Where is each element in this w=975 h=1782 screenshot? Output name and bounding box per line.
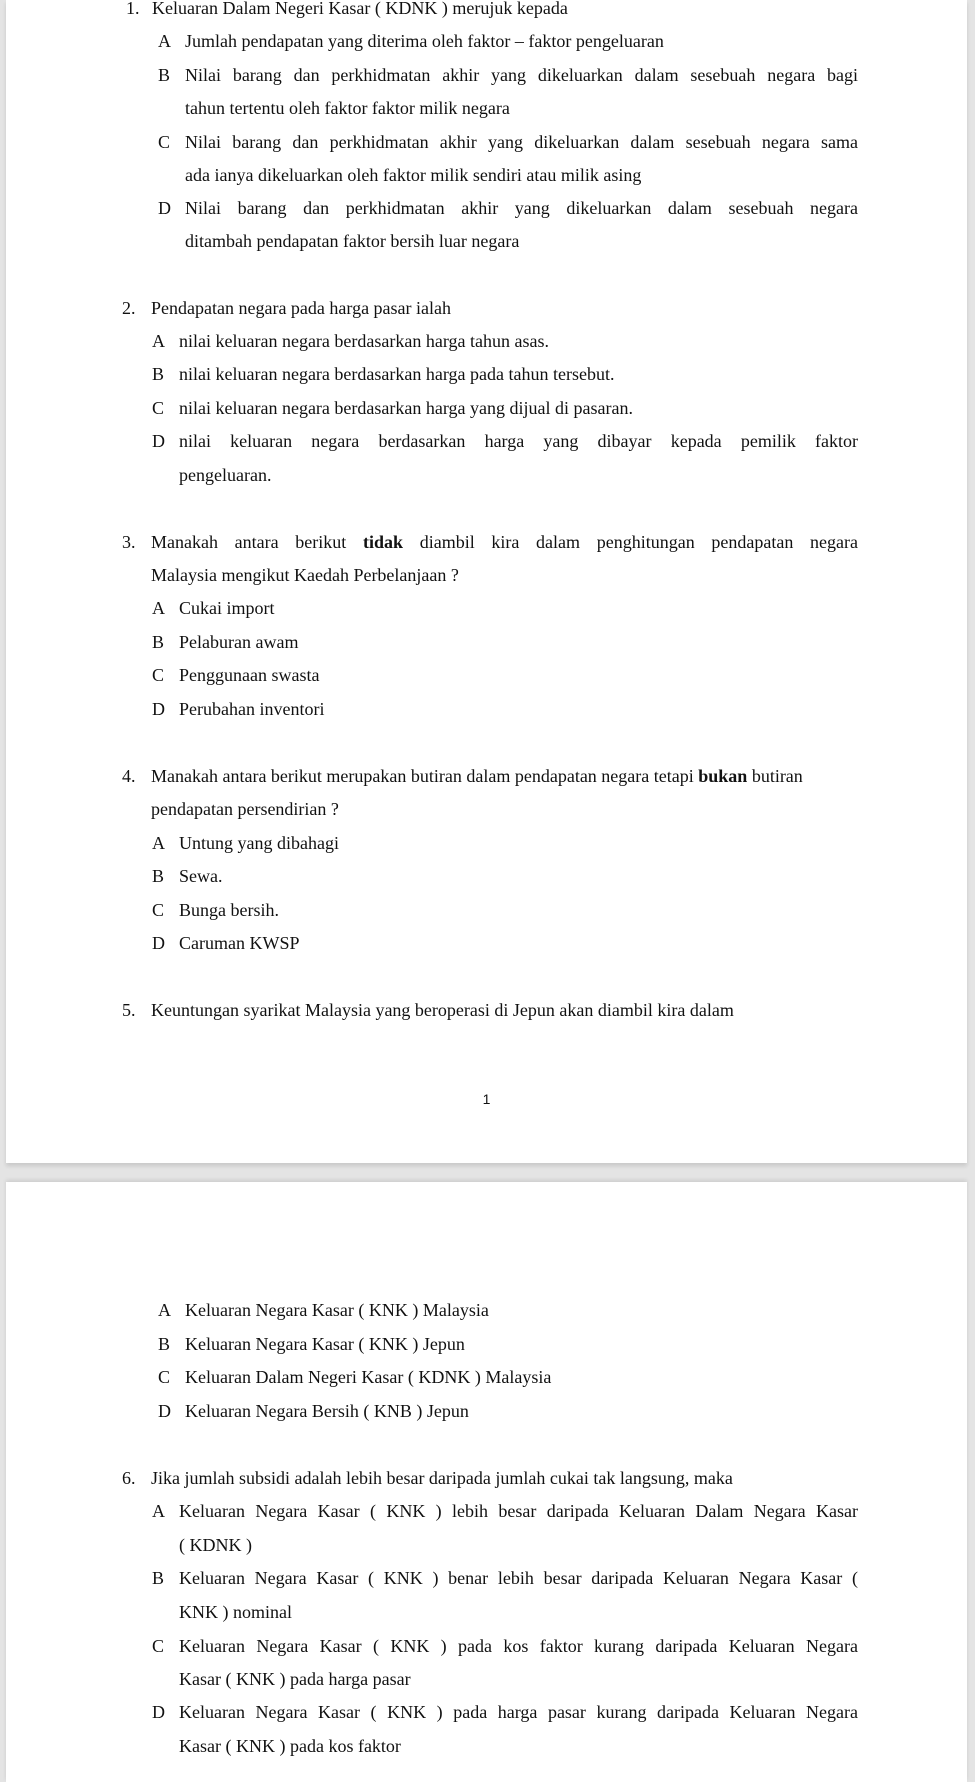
option-text: Keluaran Negara Kasar ( KNK ) pada harga pasar kurang daripada Keluaran Negara xyxy=(179,1702,858,1722)
option-letter: B xyxy=(152,364,165,384)
option-letter: D xyxy=(152,699,165,719)
option-letter: B xyxy=(152,866,165,886)
option-letter: D xyxy=(158,198,171,218)
question-number: 2. xyxy=(122,298,136,318)
option-text-cont: ( KDNK ) xyxy=(179,1535,252,1555)
option-text: Keluaran Negara Kasar ( KNK ) lebih besar daripada Keluaran Dalam Negara Kasar xyxy=(179,1501,858,1521)
option-letter: A xyxy=(152,1501,165,1521)
option-text: Keluaran Negara Kasar ( KNK ) benar lebih besar daripada Keluaran Negara Kasar ( xyxy=(179,1568,858,1588)
page-1 xyxy=(6,0,967,1163)
option-text: Nilai barang dan perkhidmatan akhir yang dikeluarkan dalam sesebuah negara bagi xyxy=(185,65,858,85)
question-stem: Keluaran Dalam Negeri Kasar ( KDNK ) merujuk kepada xyxy=(152,0,568,18)
option-text: nilai keluaran negara berdasarkan harga yang dijual di pasaran. xyxy=(179,398,633,418)
option-text-cont: pengeluaran. xyxy=(179,465,272,485)
option-text: Keluaran Negara Kasar ( KNK ) Malaysia xyxy=(185,1300,489,1320)
option-text: nilai keluaran negara berdasarkan harga yang dibayar kepada pemilik faktor xyxy=(179,431,858,451)
option-text: Nilai barang dan perkhidmatan akhir yang dikeluarkan dalam sesebuah negara sama xyxy=(185,132,858,152)
option-letter: D xyxy=(152,1702,165,1722)
page-number: 1 xyxy=(482,1091,491,1107)
option-text: Jumlah pendapatan yang diterima oleh faktor – faktor pengeluaran xyxy=(185,31,664,51)
option-text: nilai keluaran negara berdasarkan harga pada tahun tersebut. xyxy=(179,364,615,384)
option-letter: A xyxy=(158,1300,171,1320)
option-letter: B xyxy=(158,65,171,85)
question-stem-cont: Malaysia mengikut Kaedah Perbelanjaan ? xyxy=(151,565,459,585)
option-text: Perubahan inventori xyxy=(179,699,325,719)
option-text: nilai keluaran negara berdasarkan harga tahun asas. xyxy=(179,331,549,351)
question-number: 5. xyxy=(122,1000,136,1020)
option-letter: A xyxy=(152,331,165,351)
question-stem: Manakah antara berikut merupakan butiran dalam pendapatan negara tetapi bukan butiran xyxy=(151,766,803,786)
question-number: 1. xyxy=(126,0,140,18)
question-stem: Manakah antara berikut tidak diambil kira dalam penghitungan pendapatan negara xyxy=(151,532,858,552)
option-text: Keluaran Negara Kasar ( KNK ) Jepun xyxy=(185,1334,465,1354)
option-letter: C xyxy=(152,900,165,920)
option-letter: A xyxy=(152,598,165,618)
option-text: Bunga bersih. xyxy=(179,900,279,920)
option-text-cont: ada ianya dikeluarkan oleh faktor milik sendiri atau milik asing xyxy=(185,165,642,185)
option-letter: C xyxy=(158,1367,171,1387)
option-letter: C xyxy=(152,398,165,418)
option-letter: B xyxy=(152,632,165,652)
option-letter: D xyxy=(152,933,165,953)
question-number: 3. xyxy=(122,532,136,552)
question-stem: Pendapatan negara pada harga pasar ialah xyxy=(151,298,452,318)
emphasis-word: tidak xyxy=(362,532,404,552)
question-stem: Jika jumlah subsidi adalah lebih besar daripada jumlah cukai tak langsung, maka xyxy=(151,1468,733,1488)
option-letter: D xyxy=(152,431,165,451)
option-text: Nilai barang dan perkhidmatan akhir yang dikeluarkan dalam sesebuah negara xyxy=(185,198,858,218)
option-letter: C xyxy=(152,665,165,685)
option-text: Untung yang dibahagi xyxy=(179,833,339,853)
option-letter: D xyxy=(158,1401,171,1421)
option-text-cont: tahun tertentu oleh faktor faktor milik negara xyxy=(185,98,510,118)
option-letter: C xyxy=(158,132,171,152)
option-letter: C xyxy=(152,1636,165,1656)
option-text: Keluaran Negara Kasar ( KNK ) pada kos faktor kurang daripada Keluaran Negara xyxy=(179,1636,858,1656)
question-number: 4. xyxy=(122,766,136,786)
option-text-cont: ditambah pendapatan faktor bersih luar negara xyxy=(185,231,520,251)
option-text: Pelaburan awam xyxy=(179,632,299,652)
option-letter: B xyxy=(158,1334,171,1354)
question-stem: Keuntungan syarikat Malaysia yang beroperasi di Jepun akan diambil kira dalam xyxy=(151,1000,734,1020)
option-text: Caruman KWSP xyxy=(179,933,300,953)
option-text: Keluaran Negara Bersih ( KNB ) Jepun xyxy=(185,1401,469,1421)
option-text: Cukai import xyxy=(179,598,275,618)
question-stem-cont: pendapatan persendirian ? xyxy=(151,799,339,819)
option-letter: B xyxy=(152,1568,165,1588)
page-2 xyxy=(6,1182,967,1782)
option-text: Sewa. xyxy=(179,866,223,886)
option-letter: A xyxy=(158,31,171,51)
option-letter: A xyxy=(152,833,165,853)
question-number: 6. xyxy=(122,1468,136,1488)
option-text-cont: KNK ) nominal xyxy=(179,1602,292,1622)
option-text-cont: Kasar ( KNK ) pada harga pasar xyxy=(179,1669,411,1689)
emphasis-word: bukan xyxy=(698,766,748,786)
option-text-cont: Kasar ( KNK ) pada kos faktor xyxy=(179,1736,401,1756)
option-text: Keluaran Dalam Negeri Kasar ( KDNK ) Malaysia xyxy=(185,1367,552,1387)
option-text: Penggunaan swasta xyxy=(179,665,320,685)
